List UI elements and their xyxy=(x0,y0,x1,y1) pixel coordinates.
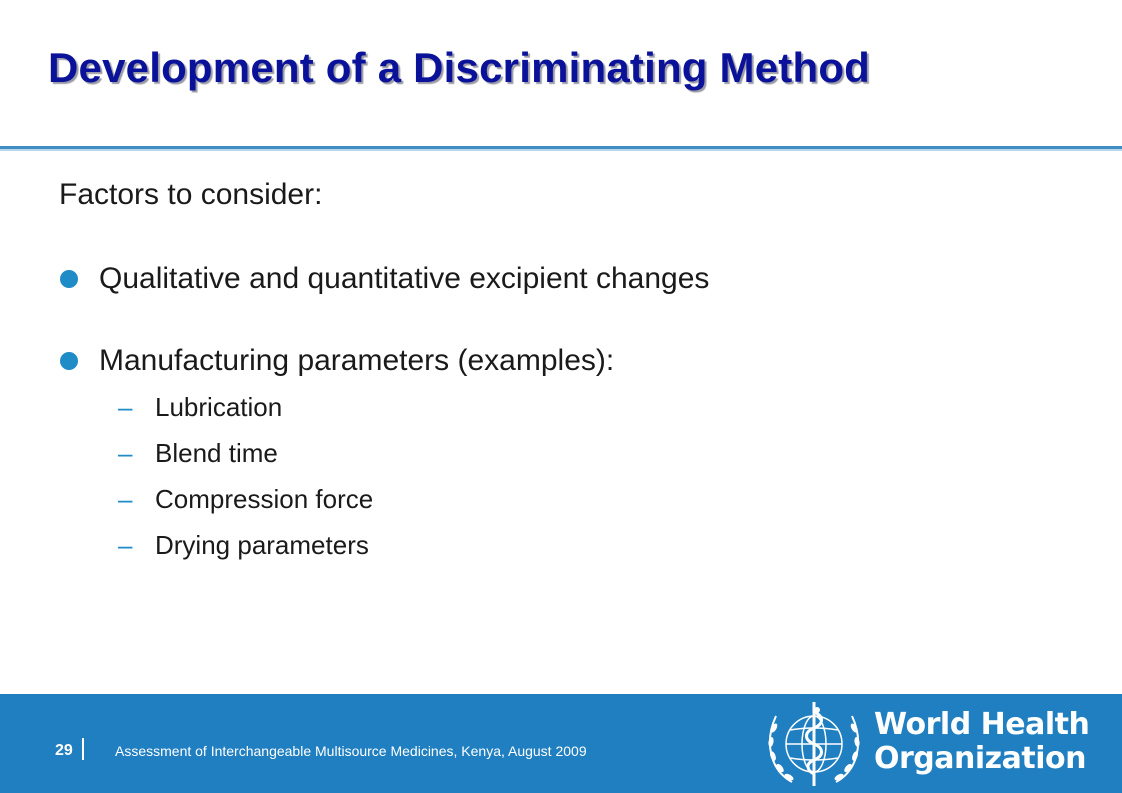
sub-item-lubrication xyxy=(118,392,282,423)
dash-marker-icon: – xyxy=(118,392,133,422)
sub-item-text: Compression force xyxy=(155,484,374,514)
who-logo-line-1: World Health xyxy=(874,707,1090,742)
bullet-dot-icon xyxy=(60,270,78,288)
dash-marker-icon: – xyxy=(118,438,133,468)
bullet-item-manufacturing xyxy=(60,344,614,378)
who-emblem-icon xyxy=(762,698,866,790)
sub-item-text: Blend time xyxy=(155,438,278,468)
bullet-dot-icon xyxy=(60,352,78,370)
slide-title: Development of a Discriminating Method xyxy=(48,44,871,91)
who-logo-text xyxy=(874,708,1089,776)
sub-item-blend-time xyxy=(118,438,278,469)
dash-marker-icon: – xyxy=(118,530,133,560)
footer-bar xyxy=(0,694,1122,793)
bullet-item-excipients xyxy=(60,262,709,296)
sub-item-compression-force xyxy=(118,484,373,515)
title-divider-shadow xyxy=(0,149,1122,151)
page-number-separator xyxy=(82,738,84,760)
sub-item-text: Drying parameters xyxy=(155,530,369,560)
bullet-text: Manufacturing parameters (examples): xyxy=(99,344,615,377)
bullet-text: Qualitative and quantitative excipient changes xyxy=(99,262,710,295)
sub-item-text: Lubrication xyxy=(155,392,283,422)
page-number: 29 xyxy=(55,742,73,759)
sub-item-drying-parameters xyxy=(118,530,369,561)
intro-text: Factors to consider: xyxy=(59,178,323,211)
footer-text: Assessment of Interchangeable Multisource Medicines, Kenya, August 2009 xyxy=(115,743,587,759)
who-logo-line-2: Organization xyxy=(874,741,1086,776)
dash-marker-icon: – xyxy=(118,484,133,514)
